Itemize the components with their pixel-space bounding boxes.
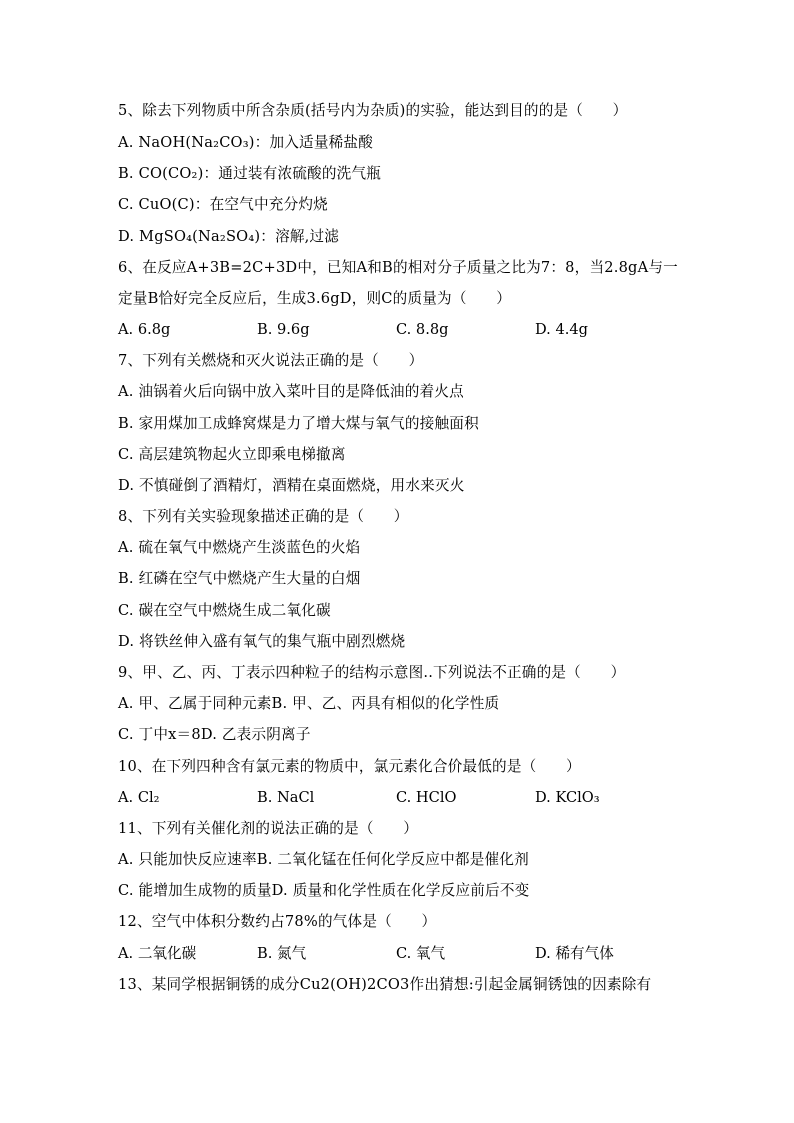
question-5-option-a: A. NaOH(Na₂CO₃)：加入适量稀盐酸 [118,134,374,151]
question-8-option-d: D. 将铁丝伸入盛有氧气的集气瓶中剧烈燃烧 [118,633,406,650]
question-9-options-cd: C. 丁中x＝8D. 乙表示阴离子 [118,726,311,743]
question-10-option-b: B. NaCl [257,789,315,806]
question-7-stem: 7、下列有关燃烧和灭火说法正确的是（ ） [118,352,424,369]
question-12-option-c: C. 氧气 [396,945,446,962]
question-9-stem: 9、甲、乙、丙、丁表示四种粒子的结构示意图..下列说法不正确的是（ ） [118,664,626,681]
question-6-option-b: B. 9.6g [257,321,310,338]
question-5-stem: 5、除去下列物质中所含杂质(括号内为杂质)的实验，能达到目的的是（ ） [118,102,628,119]
question-12-option-b: B. 氮气 [257,945,307,962]
question-10-option-c: C. HClO [396,789,457,806]
question-10-option-d: D. KClO₃ [535,789,600,806]
question-11-options-ab: A. 只能加快反应速率B. 二氧化锰在任何化学反应中都是催化剂 [118,851,529,868]
question-6-option-d: D. 4.4g [535,321,589,338]
question-6-option-c: C. 8.8g [396,321,449,338]
question-6-option-a: A. 6.8g [118,321,171,338]
question-8-option-a: A. 硫在氧气中燃烧产生淡蓝色的火焰 [118,539,361,556]
question-5-option-b: B. CO(CO₂)：通过装有浓硫酸的洗气瓶 [118,165,382,182]
question-5-option-d: D. MgSO₄(Na₂SO₄)：溶解,过滤 [118,228,340,245]
question-7-option-b: B. 家用煤加工成蜂窝煤是力了增大煤与氧气的接触面积 [118,415,479,432]
question-10-option-a: A. Cl₂ [118,789,160,806]
question-6-stem-line2: 定量B恰好完全反应后，生成3.6gD，则C的质量为（ ） [118,290,512,307]
question-11-stem: 11、下列有关催化剂的说法正确的是（ ） [118,820,419,837]
question-13-stem: 13、某同学根据铜锈的成分Cu2(OH)2CO3作出猜想:引起金属铜锈蚀的因素除有 [118,976,652,993]
question-7-option-a: A. 油锅着火后向锅中放入菜叶目的是降低油的着火点 [118,383,464,400]
question-7-option-d: D. 不慎碰倒了酒精灯，酒精在桌面燃烧，用水来灭火 [118,477,465,494]
question-6-stem-line1: 6、在反应A+3B=2C+3D中，已知A和B的相对分子质量之比为7：8，当2.8gA与一 [118,259,678,276]
question-8-option-b: B. 红磷在空气中燃烧产生大量的白烟 [118,570,361,587]
question-12-option-a: A. 二氧化碳 [118,945,197,962]
question-8-stem: 8、下列有关实验现象描述正确的是（ ） [118,508,409,525]
question-12-option-d: D. 稀有气体 [535,945,614,962]
question-12-stem: 12、空气中体积分数约占78%的气体是（ ） [118,913,437,930]
question-11-options-cd: C. 能增加生成物的质量D. 质量和化学性质在化学反应前后不变 [118,882,530,899]
question-9-options-ab: A. 甲、乙属于同种元素B. 甲、乙、丙具有相似的化学性质 [118,695,500,712]
question-7-option-c: C. 高层建筑物起火立即乘电梯撤离 [118,446,346,463]
question-10-stem: 10、在下列四种含有氯元素的物质中，氯元素化合价最低的是（ ） [118,758,581,775]
question-8-option-c: C. 碳在空气中燃烧生成二氧化碳 [118,602,331,619]
question-5-option-c: C. CuO(C)：在空气中充分灼烧 [118,196,328,213]
